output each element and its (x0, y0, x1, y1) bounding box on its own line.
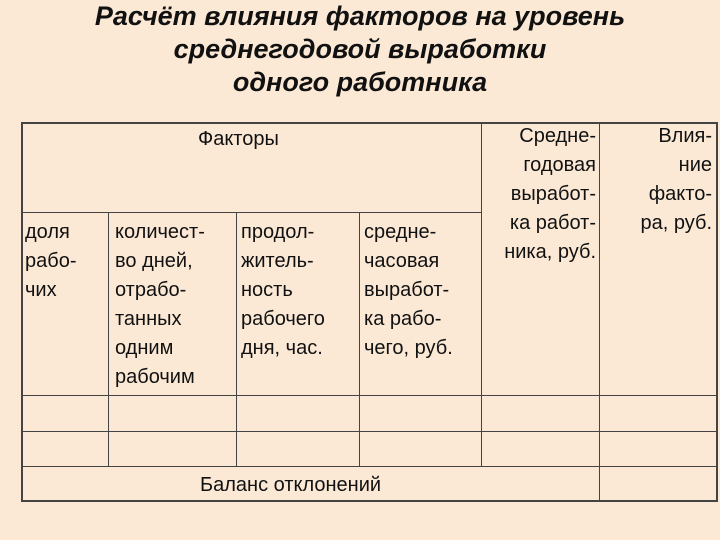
influence-header-line: ние (678, 154, 712, 176)
factor-line: одним (115, 337, 174, 359)
title-line-3: одного работника (232, 67, 488, 97)
factors-header-divider (21, 212, 481, 213)
avg-output-header-line: выработ- (510, 183, 596, 205)
influence-header-line: Влия- (658, 125, 712, 147)
factor-line: во дней, (115, 250, 193, 272)
factors-header: Факторы (198, 128, 279, 150)
table-border-bottom (21, 500, 718, 502)
factor-line: ность (241, 279, 293, 301)
avg-output-header-line: ка работ- (509, 212, 596, 234)
factor-line: ка рабо- (364, 308, 442, 330)
col-divider-3 (359, 212, 360, 466)
factor-workday-length (241, 218, 325, 363)
title-line-1: Расчёт влияния факторов на уровень (94, 1, 626, 31)
influence-header (602, 122, 712, 238)
col-divider-5 (599, 122, 600, 502)
factor-line: выработ- (364, 279, 450, 301)
factor-hourly-output (364, 218, 453, 363)
row-divider-3 (21, 466, 718, 467)
factor-line: чих (25, 279, 57, 301)
factor-days-worked (115, 218, 205, 392)
balance-label: Баланс отклонений (200, 474, 382, 496)
factor-line: танных (115, 308, 182, 330)
influence-header-line: ра, руб. (640, 212, 712, 234)
table-border-right (716, 122, 718, 502)
avg-output-header-line: годовая (523, 154, 596, 176)
row-divider-1 (21, 395, 718, 396)
col-divider-4 (481, 122, 482, 466)
col-divider-2 (236, 212, 237, 466)
row-divider-2 (21, 431, 718, 432)
factor-line: часовая (364, 250, 440, 272)
factor-line: количест- (115, 221, 205, 243)
factor-line: чего, руб. (364, 337, 453, 359)
title-line-2: среднегодовой выработки (173, 34, 547, 64)
avg-output-header-line: ника, руб. (504, 241, 596, 263)
factor-line: рабо- (25, 250, 77, 272)
factor-line: дня, час. (241, 337, 323, 359)
factor-line: продол- (241, 221, 315, 243)
factor-line: рабочим (115, 366, 195, 388)
avg-output-header (484, 122, 596, 267)
factor-line: рабочего (241, 308, 325, 330)
factor-line: средне- (364, 221, 437, 243)
factor-worker-share (25, 218, 76, 305)
influence-header-line: факто- (648, 183, 712, 205)
factor-line: отрабо- (115, 279, 187, 301)
factor-line: житель- (241, 250, 314, 272)
table-border-left (21, 122, 23, 502)
factor-line: доля (25, 221, 70, 243)
avg-output-header-line: Средне- (519, 125, 596, 147)
col-divider-1 (108, 212, 109, 466)
